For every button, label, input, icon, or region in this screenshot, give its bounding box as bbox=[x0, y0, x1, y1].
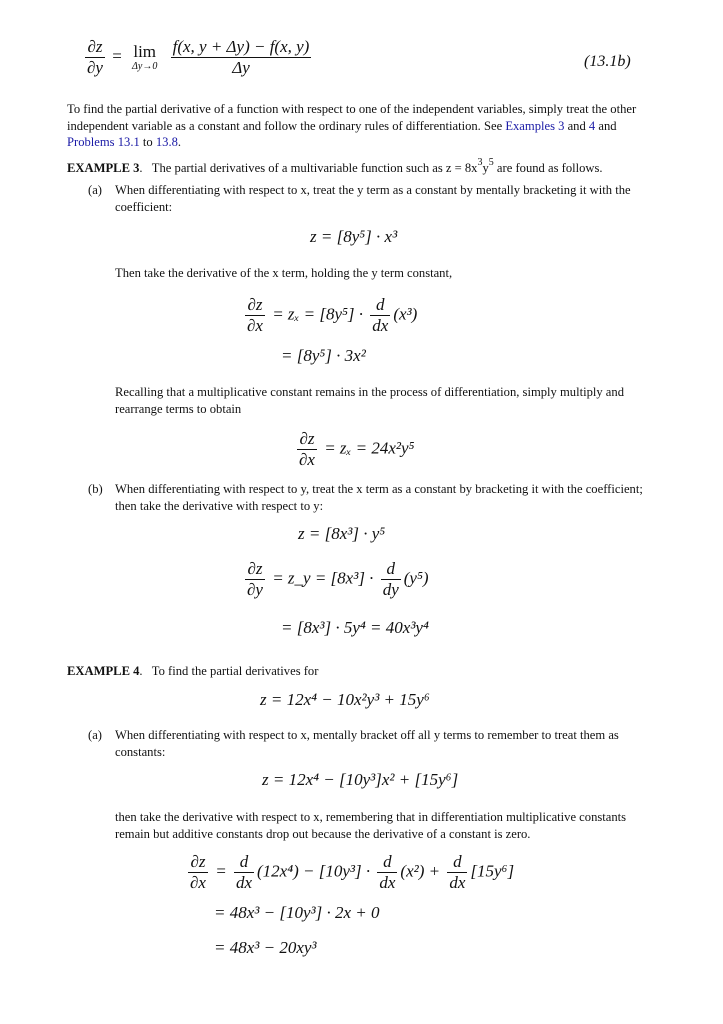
example-4-text: To find the partial derivatives for bbox=[151, 664, 319, 678]
ex4-part-a-text: When differentiating with respect to x, mentally bracket off all y terms to remember to treat them as constants: bbox=[115, 728, 619, 759]
recall-text: Recalling that a multiplicative constant remains in the process of differentiation, simply multiply and rearrange terms to obtain bbox=[115, 385, 624, 416]
fraction-dz-dx bbox=[245, 296, 265, 335]
limit-operator bbox=[132, 43, 157, 73]
fraction-d-dy bbox=[381, 560, 401, 599]
fraction-denominator: ∂x bbox=[299, 450, 315, 469]
intro-to: to bbox=[139, 135, 156, 149]
example-4-intro bbox=[67, 663, 657, 680]
equation-13-1b bbox=[82, 38, 314, 77]
equation-rhs: (x³) bbox=[393, 304, 418, 324]
fraction-difference-quotient bbox=[171, 38, 312, 77]
fraction-numerator: ∂z bbox=[87, 37, 103, 56]
equation-ex4-a4: = 48x³ − 20xy³ bbox=[214, 938, 317, 957]
fraction-d-dx-3 bbox=[447, 853, 467, 892]
fraction-d-dx-1 bbox=[234, 853, 254, 892]
intro-period: . bbox=[177, 135, 182, 149]
part-a-text: When differentiating with respect to x, treat the y term as a constant by mentally bracketing it with the coefficient: bbox=[115, 183, 631, 214]
equals-sign: = bbox=[215, 861, 227, 881]
equation-middle: = z_y = [8x³] · bbox=[272, 568, 374, 588]
fraction-denominator: ∂y bbox=[87, 58, 103, 77]
example-3-text-end: are found as follows. bbox=[493, 161, 603, 175]
intro-and-2: and bbox=[595, 118, 617, 133]
fraction-d-dx-2 bbox=[377, 853, 397, 892]
link-example-4[interactable]: 4 bbox=[588, 118, 596, 133]
intro-paragraph bbox=[67, 101, 657, 151]
fraction-dz-dy bbox=[245, 560, 265, 599]
fraction-numerator: ∂z bbox=[247, 295, 263, 314]
fraction-d-dx bbox=[370, 296, 390, 335]
term-1: (12x⁴) − [10y³] · bbox=[256, 861, 371, 881]
fraction-dz-dx bbox=[188, 853, 208, 892]
term-3: [15y⁶] bbox=[470, 861, 515, 881]
part-b-text: When differentiating with respect to y, treat the x term as a constant by bracketing it with the coefficient; then take the derivative with respect to y: bbox=[115, 482, 643, 513]
intro-and: and bbox=[564, 118, 589, 133]
fraction-denominator: ∂x bbox=[190, 873, 206, 892]
fraction-denominator: dx bbox=[235, 873, 252, 892]
fraction-numerator: ∂z bbox=[247, 559, 263, 578]
fraction-numerator: d bbox=[386, 559, 395, 578]
then-text: Then take the derivative of the x term, holding the y term constant, bbox=[115, 266, 453, 280]
example-3-y: y bbox=[482, 161, 489, 175]
term-2: (x²) + bbox=[400, 861, 441, 881]
fraction-denominator: dx bbox=[379, 873, 396, 892]
ex4-then-text: then take the derivative with respect to x, remembering that in differentiation multiplicative constants remain but additive constants drop out because the derivative of a constant is zero. bbox=[115, 810, 627, 841]
link-problem-13-8[interactable]: 13.8 bbox=[155, 135, 178, 149]
ex4-part-a-label: (a) bbox=[88, 728, 102, 742]
fraction-denominator: ∂x bbox=[247, 316, 263, 335]
fraction-denominator: Δy bbox=[171, 57, 312, 77]
example-3-heading-dot: . bbox=[139, 161, 143, 175]
equation-ex3-a3: = [8y⁵] · 3x² bbox=[281, 346, 366, 365]
equation-number: (13.1b) bbox=[584, 53, 631, 70]
equation-ex3-a4 bbox=[294, 430, 414, 469]
intro-text: To find the partial derivative of a function with respect to one of the independent variables, simply treat the other independent variable as a constant and follow the ordinary rules of differentiation. See bbox=[67, 102, 637, 133]
equation-ex3-b3: = [8x³] · 5y⁴ = 40x³y⁴ bbox=[281, 618, 429, 637]
equation-ex4-a2 bbox=[185, 853, 514, 892]
equation-ex4-main: z = 12x⁴ − 10x²y³ + 15y⁶ bbox=[260, 690, 430, 709]
equation-rhs: = zₓ = 24x²y⁵ bbox=[324, 438, 415, 458]
equation-ex3-a1: z = [8y⁵] · x³ bbox=[310, 227, 398, 246]
fraction-numerator: ∂z bbox=[190, 852, 206, 871]
equation-ex4-a3: = 48x³ − [10y³] · 2x + 0 bbox=[214, 903, 380, 922]
exp-5: 5 bbox=[488, 157, 494, 168]
equation-middle: = zₓ = [8y⁵] · bbox=[272, 304, 364, 324]
fraction-numerator: f(x, y + Δy) − f(x, y) bbox=[172, 37, 310, 56]
fraction-numerator: d bbox=[376, 295, 385, 314]
equals-sign: = bbox=[112, 46, 122, 66]
example-3-intro bbox=[67, 157, 657, 177]
example-3-heading: EXAMPLE 3 bbox=[67, 161, 140, 175]
equation-ex3-a2 bbox=[242, 296, 417, 335]
limit-subscript: Δy→0 bbox=[132, 60, 158, 72]
equation-ex3-b1: z = [8x³] · y⁵ bbox=[298, 524, 386, 543]
fraction-dz-dy bbox=[85, 38, 105, 77]
fraction-numerator: ∂z bbox=[299, 429, 315, 448]
fraction-numerator: d bbox=[383, 852, 392, 871]
part-b-label: (b) bbox=[88, 482, 103, 496]
fraction-denominator: dy bbox=[382, 580, 399, 599]
example-3-text: The partial derivatives of a multivariable function such as z = 8x bbox=[151, 161, 478, 175]
fraction-denominator: ∂y bbox=[247, 580, 263, 599]
fraction-numerator: d bbox=[453, 852, 462, 871]
fraction-numerator: d bbox=[239, 852, 249, 871]
example-4-heading: EXAMPLE 4 bbox=[67, 664, 140, 678]
fraction-dz-dx bbox=[297, 430, 317, 469]
equation-rhs: (y⁵) bbox=[403, 568, 429, 588]
link-problems-13-1[interactable]: Problems 13.1 bbox=[67, 135, 140, 149]
example-4-heading-dot: . bbox=[139, 664, 143, 678]
equation-ex3-b2 bbox=[242, 560, 429, 599]
limit-word: lim bbox=[133, 41, 157, 61]
exp-3: 3 bbox=[477, 157, 483, 168]
equation-ex4-a1: z = 12x⁴ − [10y³]x² + [15y⁶] bbox=[262, 770, 459, 789]
link-examples-3[interactable]: Examples 3 bbox=[505, 118, 565, 133]
part-a-label: (a) bbox=[88, 183, 102, 197]
fraction-denominator: dx bbox=[449, 873, 466, 892]
fraction-denominator: dx bbox=[372, 316, 389, 335]
